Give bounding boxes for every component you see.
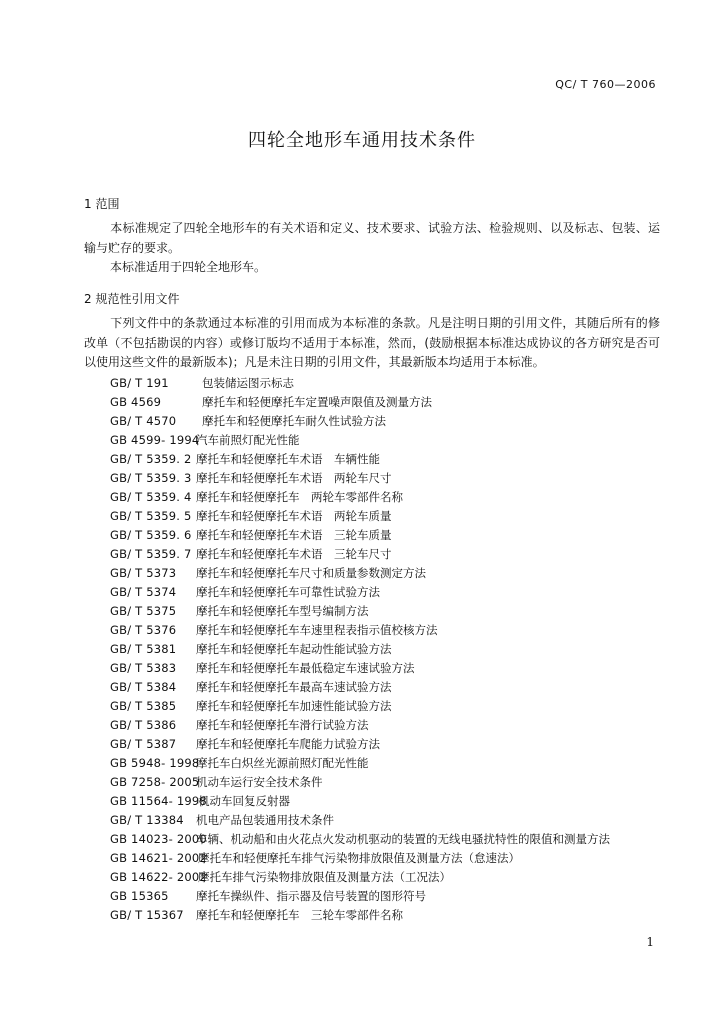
- reference-code: GB/ T 4570: [110, 414, 177, 428]
- reference-title: 摩托车和轻便摩托车最高车速试验方法: [196, 680, 392, 694]
- reference-item: [84, 659, 674, 678]
- reference-item: [84, 716, 674, 735]
- reference-title: 摩托车和轻便摩托车术语 三轮车质量: [196, 528, 392, 542]
- paragraph-text: 本标准适用于四轮全地形车。: [110, 260, 267, 274]
- reference-item: [84, 754, 674, 773]
- reference-item: [84, 583, 674, 602]
- reference-title: 包装储运图示标志: [202, 376, 294, 390]
- reference-item: [84, 488, 674, 507]
- reference-code: GB 11564- 1998: [110, 794, 207, 808]
- reference-code: GB 7258- 2005: [110, 775, 200, 789]
- reference-item: [84, 830, 674, 849]
- reference-title: 摩托车和轻便摩托车最低稳定车速试验方法: [196, 661, 415, 675]
- reference-code: GB 14622- 2002: [110, 870, 207, 884]
- reference-item: [84, 431, 674, 450]
- reference-code: GB/ T 5387: [110, 737, 177, 751]
- reference-item: [84, 887, 674, 906]
- reference-code: GB/ T 5376: [110, 623, 177, 637]
- reference-title: 机动车运行安全技术条件: [196, 775, 323, 789]
- reference-item: [84, 469, 674, 488]
- reference-item: [84, 640, 674, 659]
- reference-item: [84, 697, 674, 716]
- reference-item: [84, 412, 674, 431]
- reference-item: [84, 773, 674, 792]
- reference-title: 摩托车和轻便摩托车 三轮车零部件名称: [196, 908, 403, 922]
- reference-item: [84, 507, 674, 526]
- reference-item: [84, 792, 674, 811]
- reference-title: 摩托车和轻便摩托车起动性能试验方法: [196, 642, 392, 656]
- reference-title: 摩托车和轻便摩托车术语 两轮车尺寸: [196, 471, 392, 485]
- reference-code: GB/ T 5385: [110, 699, 177, 713]
- reference-title: 摩托车和轻便摩托车滑行试验方法: [196, 718, 369, 732]
- reference-code: GB 4569: [110, 395, 162, 409]
- paragraph-scope-2: [84, 258, 660, 278]
- reference-item: [84, 735, 674, 754]
- reference-item: [84, 393, 674, 412]
- paragraph-text: 下列文件中的条款通过本标准的引用而成为本标准的条款。凡是注明日期的引用文件，其随后所有的修改单（不包括勘误的内容）或修订版均不适用于本标准，然而，(鼓励根据本标准达成协议的各方研究是否可以使用这些文件的最新版本)；凡是未注日期的引用文件，其最新版本均适用于本标准。: [84, 316, 660, 369]
- reference-item: [84, 374, 674, 393]
- reference-item: [84, 811, 674, 830]
- reference-title: 机电产品包装通用技术条件: [196, 813, 334, 827]
- standard-code: QC/ T 760—2006: [555, 78, 656, 91]
- reference-code: GB/ T 5359. 7: [110, 547, 192, 561]
- reference-code: GB/ T 5374: [110, 585, 177, 599]
- reference-code: GB/ T 5359. 5: [110, 509, 192, 523]
- reference-title: 摩托车操纵件、指示器及信号装置的图形符号: [196, 889, 426, 903]
- reference-code: GB/ T 5359. 4: [110, 490, 192, 504]
- reference-code: GB/ T 15367: [110, 908, 184, 922]
- reference-code: GB/ T 191: [110, 376, 169, 390]
- reference-title: 摩托车和轻便摩托车尺寸和质量参数测定方法: [196, 566, 426, 580]
- reference-code: GB 14621- 2002: [110, 851, 207, 865]
- reference-code: GB 4599- 1994: [110, 433, 200, 447]
- reference-code: GB/ T 5373: [110, 566, 177, 580]
- page-number: 1: [646, 935, 654, 949]
- reference-title: 摩托车和轻便摩托车耐久性试验方法: [202, 414, 386, 428]
- reference-title: 摩托车和轻便摩托车型号编制方法: [196, 604, 369, 618]
- reference-code: GB 15365: [110, 889, 169, 903]
- reference-item: [84, 602, 674, 621]
- reference-item: [84, 621, 674, 640]
- reference-code: GB/ T 5381: [110, 642, 177, 656]
- reference-code: GB/ T 5359. 2: [110, 452, 192, 466]
- section-heading-normative-references: 2 规范性引用文件: [84, 292, 180, 306]
- reference-item: [84, 868, 674, 887]
- reference-title: 摩托车和轻便摩托车加速性能试验方法: [196, 699, 392, 713]
- document-title: 四轮全地形车通用技术条件: [248, 130, 476, 151]
- reference-title: 摩托车和轻便摩托车术语 两轮车质量: [196, 509, 392, 523]
- reference-title: 摩托车和轻便摩托车可靠性试验方法: [196, 585, 380, 599]
- reference-code: GB/ T 5384: [110, 680, 177, 694]
- reference-item: [84, 450, 674, 469]
- reference-title: 摩托车排气污染物排放限值及测量方法（工况法）: [198, 870, 451, 884]
- reference-title: 摩托车和轻便摩托车 两轮车零部件名称: [196, 490, 403, 504]
- section-heading-scope: 1 范围: [84, 197, 120, 211]
- reference-title: 摩托车和轻便摩托车术语 车辆性能: [196, 452, 380, 466]
- reference-code: GB/ T 5383: [110, 661, 177, 675]
- reference-title: 摩托车和轻便摩托车定置噪声限值及测量方法: [202, 395, 432, 409]
- reference-item: [84, 849, 674, 868]
- reference-code: GB 14023- 2000: [110, 832, 207, 846]
- paragraph-normative-references: [84, 314, 660, 373]
- reference-title: 车辆、机动船和由火花点火发动机驱动的装置的无线电骚扰特性的限值和测量方法: [196, 832, 610, 846]
- reference-item: [84, 678, 674, 697]
- reference-title: 摩托车和轻便摩托车车速里程表指示值校核方法: [196, 623, 438, 637]
- reference-item: [84, 545, 674, 564]
- reference-code: GB/ T 13384: [110, 813, 184, 827]
- paragraph-scope-1: [84, 219, 660, 258]
- reference-item: [84, 564, 674, 583]
- reference-code: GB/ T 5386: [110, 718, 177, 732]
- reference-list: [84, 374, 674, 925]
- reference-item: [84, 526, 674, 545]
- reference-title: 汽车前照灯配光性能: [196, 433, 300, 447]
- reference-title: 机动车回复反射器: [198, 794, 290, 808]
- reference-code: GB/ T 5359. 3: [110, 471, 192, 485]
- reference-code: GB 5948- 1998: [110, 756, 200, 770]
- reference-code: GB/ T 5359. 6: [110, 528, 192, 542]
- reference-title: 摩托车和轻便摩托车术语 三轮车尺寸: [196, 547, 392, 561]
- reference-code: GB/ T 5375: [110, 604, 177, 618]
- reference-title: 摩托车和轻便摩托车排气污染物排放限值及测量方法（怠速法）: [198, 851, 520, 865]
- paragraph-text: 本标准规定了四轮全地形车的有关术语和定义、技术要求、试验方法、检验规则、以及标志、包装、运输与贮存的要求。: [84, 221, 660, 255]
- reference-title: 摩托车白炽丝光源前照灯配光性能: [196, 756, 369, 770]
- reference-title: 摩托车和轻便摩托车爬能力试验方法: [196, 737, 380, 751]
- reference-item: [84, 906, 674, 925]
